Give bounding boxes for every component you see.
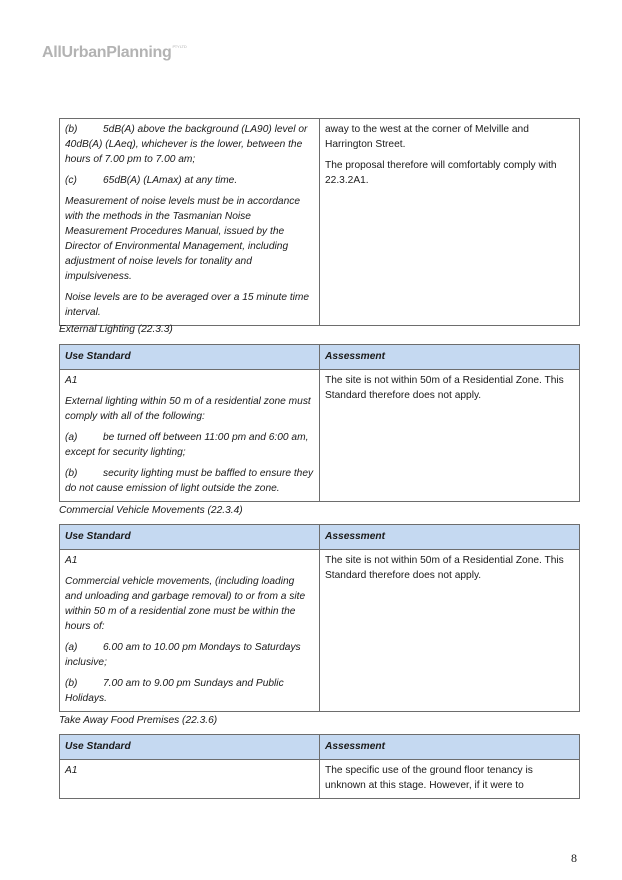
header-assessment: Assessment xyxy=(320,525,580,550)
paragraph: Noise levels are to be averaged over a 15 minute time interval. xyxy=(65,292,310,318)
item-label: (b) xyxy=(65,124,78,135)
paragraph: The specific use of the ground floor tenancy is unknown at this stage. However, if it were to xyxy=(325,765,533,791)
header-use-standard: Use Standard xyxy=(60,735,320,760)
use-standard-cell xyxy=(60,370,320,502)
item-text: 7.00 am to 9.00 pm Sundays and Public Holidays. xyxy=(65,678,284,704)
table-header-row xyxy=(60,735,580,760)
assessment-cell xyxy=(320,119,580,326)
list-item xyxy=(65,173,314,188)
paragraph: The site is not within 50m of a Residential Zone. This Standard therefore does not apply. xyxy=(325,555,564,581)
table-header-row xyxy=(60,525,580,550)
assessment-cell xyxy=(320,550,580,712)
page-number: 8 xyxy=(571,851,577,865)
item-label: (a) xyxy=(65,642,78,653)
use-standard-cell xyxy=(60,760,320,799)
table-row xyxy=(60,760,580,799)
commercial-vehicle-table xyxy=(59,524,580,712)
item-label: (b) xyxy=(65,468,78,479)
table-row xyxy=(60,119,580,326)
acceptable-solution-label: A1 xyxy=(65,765,78,776)
acceptable-solution-label: A1 xyxy=(65,375,78,386)
item-text: 5dB(A) above the background (LA90) level or 40dB(A) (LAeq), whichever is the lower, between the hours of 7.00 pm to 7.00 am; xyxy=(65,124,308,165)
external-lighting-table xyxy=(59,344,580,502)
header-assessment: Assessment xyxy=(320,735,580,760)
paragraph: The proposal therefore will comfortably comply with 22.3.2A1. xyxy=(325,160,557,186)
noise-standard-table xyxy=(59,118,580,326)
list-item xyxy=(65,466,314,496)
logo-text: AllUrbanPlanning xyxy=(42,44,172,61)
item-label: (b) xyxy=(65,678,78,689)
item-text: be turned off between 11:00 pm and 6:00 am, except for security lighting; xyxy=(65,432,309,458)
item-text: 6.00 am to 10.00 pm Mondays to Saturdays inclusive; xyxy=(65,642,301,668)
item-label: (c) xyxy=(65,175,77,186)
list-item xyxy=(65,676,314,706)
paragraph: External lighting within 50 m of a residential zone must comply with all of the following: xyxy=(65,396,311,422)
paragraph: The site is not within 50m of a Residential Zone. This Standard therefore does not apply. xyxy=(325,375,564,401)
take-away-food-table xyxy=(59,734,580,799)
use-standard-cell xyxy=(60,119,320,326)
header-assessment: Assessment xyxy=(320,345,580,370)
logo-mark: PTY LTD xyxy=(172,44,187,49)
company-logo xyxy=(42,44,186,62)
list-item xyxy=(65,430,314,460)
paragraph: Commercial vehicle movements, (including loading and unloading and garbage removal) to or from a site within 50 m of a residential zone must be within the hours of: xyxy=(65,576,306,632)
paragraph: away to the west at the corner of Melville and Harrington Street. xyxy=(325,124,529,150)
acceptable-solution-label: A1 xyxy=(65,555,78,566)
header-use-standard: Use Standard xyxy=(60,525,320,550)
table-header-row xyxy=(60,345,580,370)
paragraph: Measurement of noise levels must be in accordance with the methods in the Tasmanian Noise Measurement Procedures Manual, issued by the Director of Environmental Management, including adjustment of noise levels for tonality and impulsiveness. xyxy=(65,196,300,282)
item-label: (a) xyxy=(65,432,78,443)
table-row xyxy=(60,370,580,502)
section-caption-commercial-vehicle: Commercial Vehicle Movements (22.3.4) xyxy=(59,505,243,516)
item-text: security lighting must be baffled to ensure they do not cause emission of light outside the zone. xyxy=(65,468,314,494)
list-item xyxy=(65,122,314,167)
list-item xyxy=(65,640,314,670)
item-text: 65dB(A) (LAmax) at any time. xyxy=(103,175,238,186)
header-use-standard: Use Standard xyxy=(60,345,320,370)
table-row xyxy=(60,550,580,712)
use-standard-cell xyxy=(60,550,320,712)
section-caption-external-lighting: External Lighting (22.3.3) xyxy=(59,324,173,335)
assessment-cell xyxy=(320,370,580,502)
section-caption-take-away-food: Take Away Food Premises (22.3.6) xyxy=(59,715,218,726)
assessment-cell xyxy=(320,760,580,799)
